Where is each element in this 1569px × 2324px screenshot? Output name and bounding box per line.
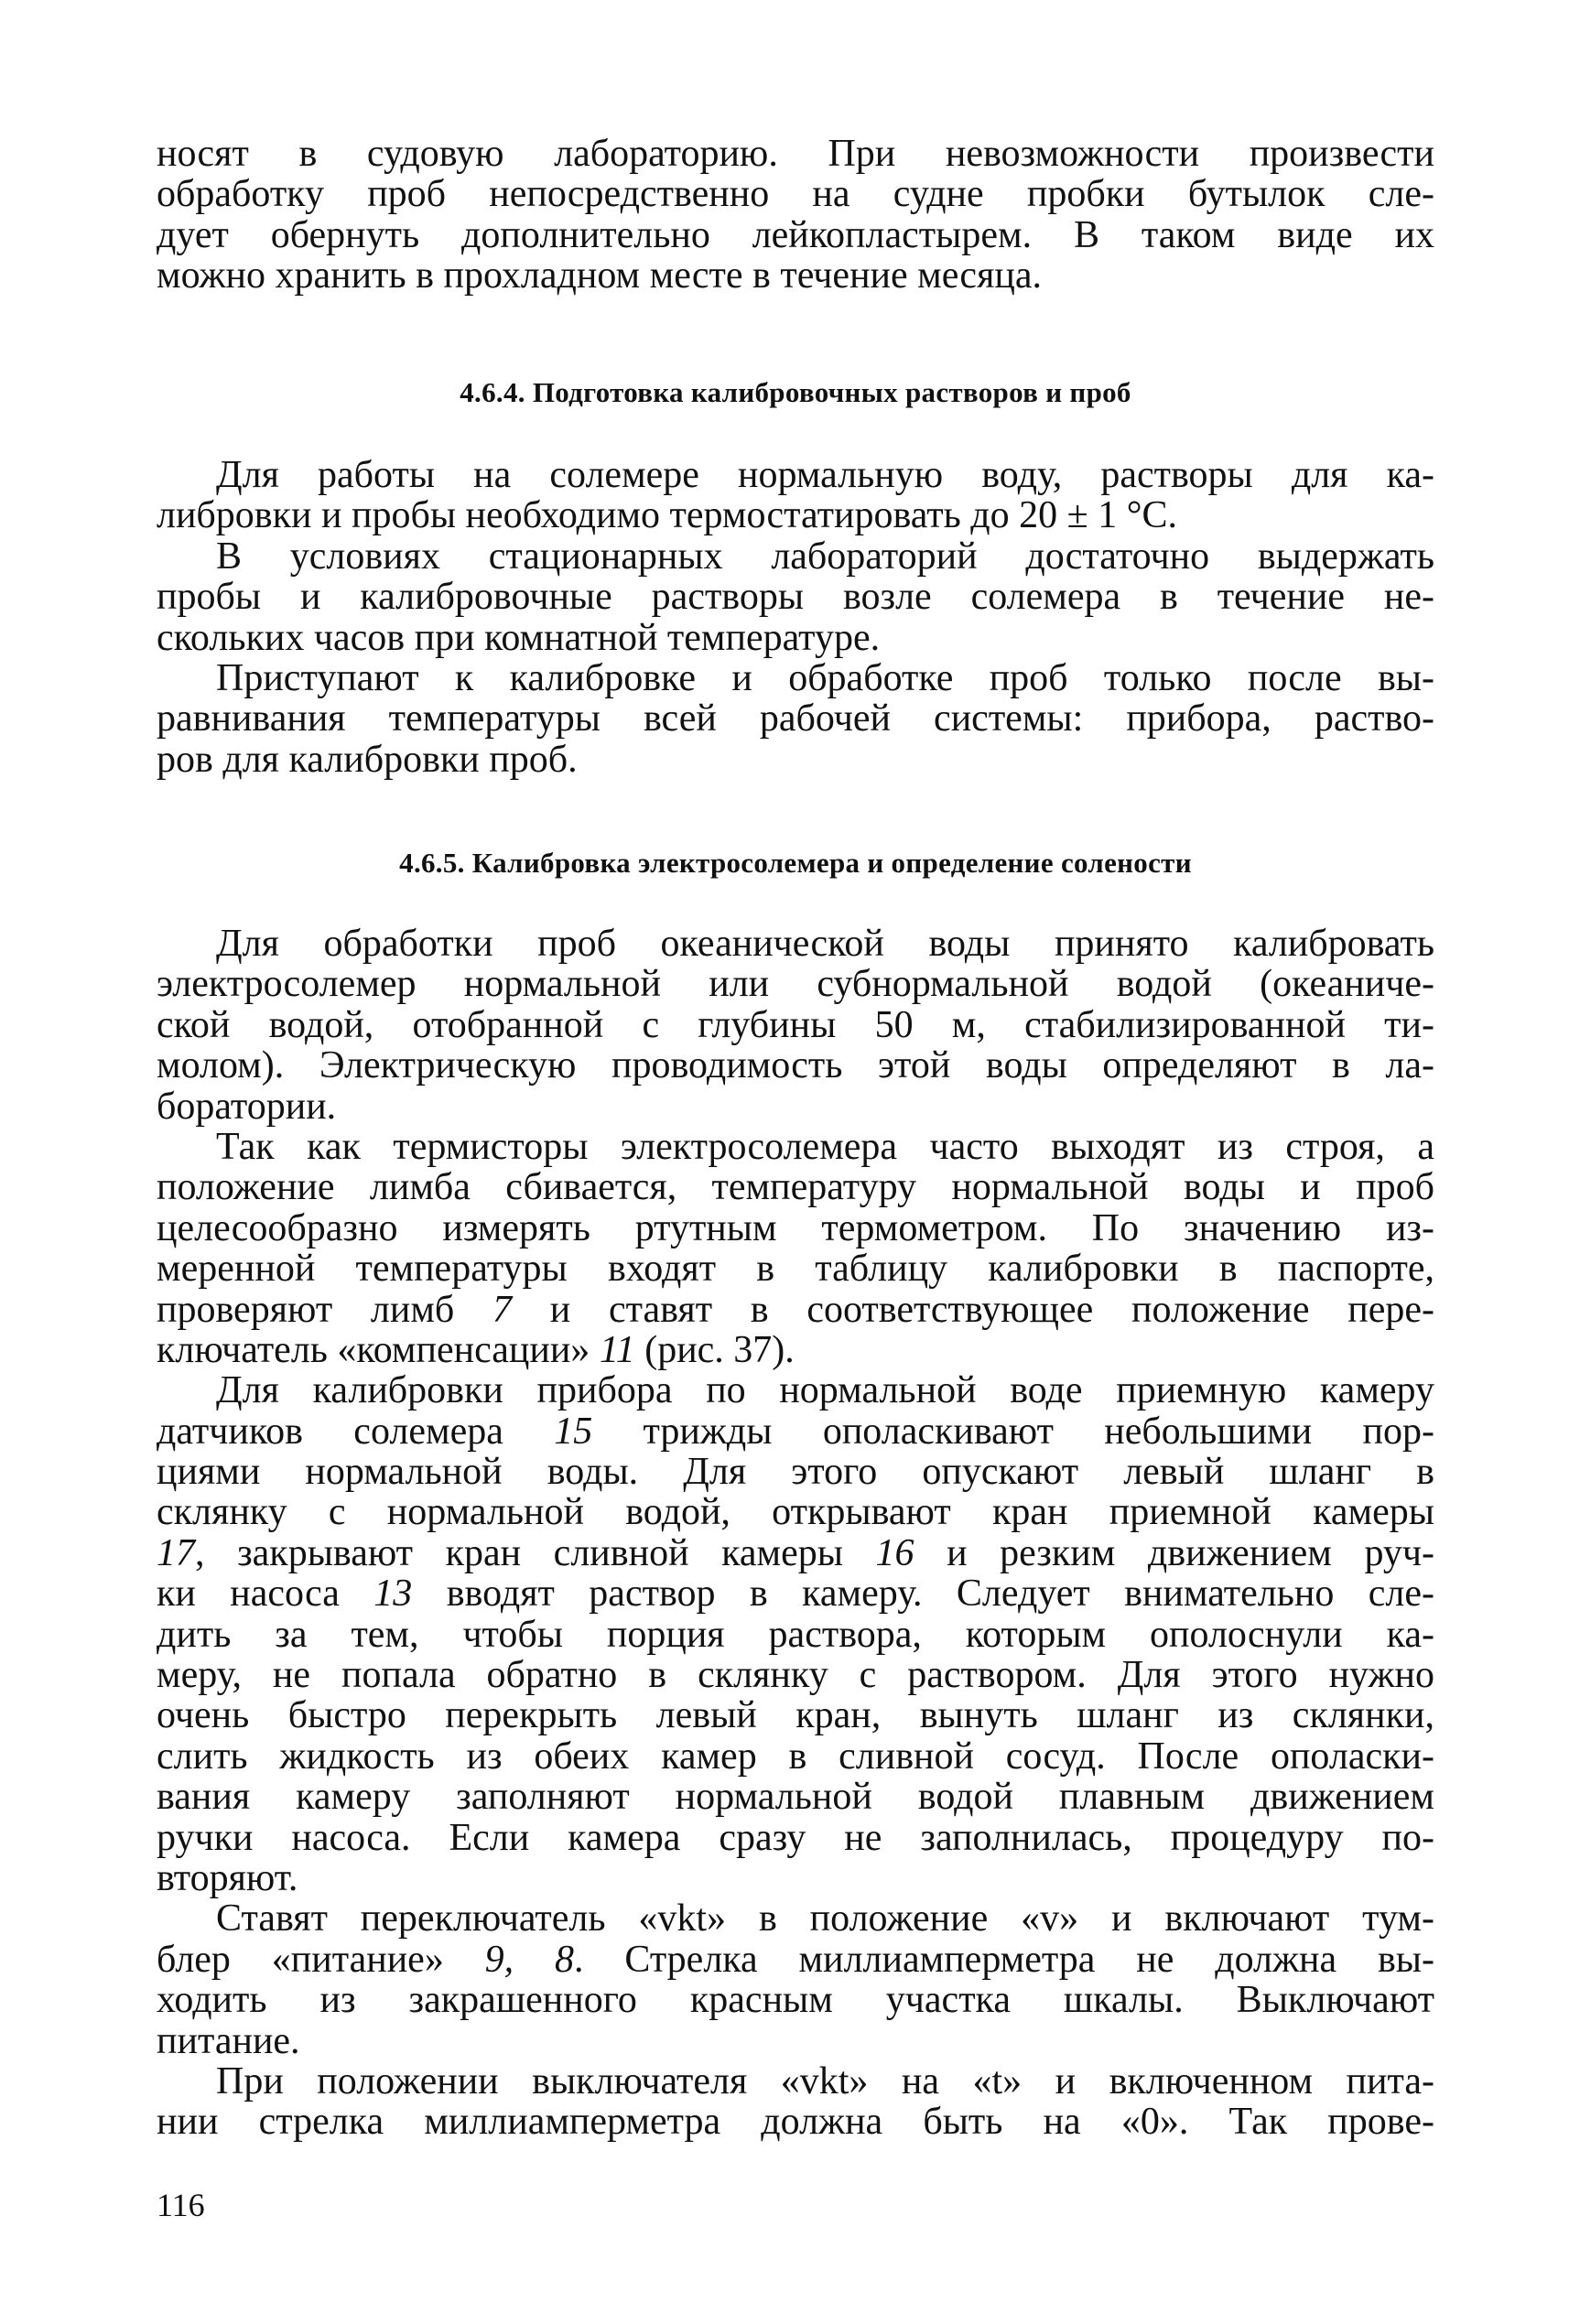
text-line [157, 698, 1434, 739]
text-line [157, 255, 1434, 296]
text-block-4-6-4 [157, 455, 1434, 780]
text-segment: вводят раствор в камеру. Следует внимательно сле- [412, 1573, 1435, 1616]
paragraph [157, 455, 1434, 536]
text-segment: ров для калибровки проб. [157, 738, 578, 781]
paragraph [157, 1898, 1434, 2061]
text-segment: склянку с нормальной водой, открывают кран приемной камеры [157, 1491, 1434, 1534]
text-segment: трижды ополаскивают небольшими пор- [592, 1410, 1435, 1453]
text-segment: датчиков солемера [157, 1410, 555, 1453]
paragraph [157, 2061, 1434, 2143]
text-segment: ключатель «компенсации» [157, 1328, 600, 1371]
text-line [157, 740, 1434, 780]
text-segment: меренной температуры входят в таблицу калибровки в паспорте, [157, 1248, 1434, 1291]
text-segment: дует обернуть дополнительно лейкопластырем. В таком виде их [157, 213, 1434, 256]
text-segment: очень быстро перекрыть левый кран, вынуть шланг из склянки, [157, 1694, 1434, 1737]
text-segment: В условиях стационарных лабораторий достаточно выдержать [216, 535, 1434, 578]
text-segment: . Стрелка миллиамперметра не должна вы- [574, 1938, 1434, 1981]
text-line [157, 1492, 1434, 1532]
text-segment: целесообразно измерять ртутным термометром. По значению из- [157, 1206, 1434, 1249]
figure-reference: 16 [875, 1531, 914, 1574]
text-line [157, 1940, 1434, 1980]
text-segment: боратории. [157, 1085, 337, 1128]
text-line [157, 1370, 1434, 1411]
text-segment: молом). Электрическую проводимость этой воды определяют в ла- [157, 1044, 1434, 1087]
text-line [157, 964, 1434, 1004]
text-line [157, 174, 1434, 214]
text-line [157, 1980, 1434, 2020]
text-segment: Так как термисторы электросолемера часто выходят из строя, а [216, 1125, 1434, 1168]
section-heading-4-6-5: 4.6.5. Калибровка электросолемера и определение солености [399, 847, 1192, 879]
text-line [157, 1005, 1434, 1045]
text-line [157, 1533, 1434, 1573]
text-segment: слить жидкость из обеих камер в сливной сосуд. После ополаски- [157, 1735, 1434, 1778]
figure-reference: 15 [554, 1410, 593, 1453]
text-line [157, 215, 1434, 255]
text-line [157, 1655, 1434, 1695]
text-segment: и резким движением руч- [914, 1531, 1434, 1574]
text-line [157, 1695, 1434, 1735]
text-block-intro [157, 134, 1434, 297]
figure-reference: 9, 8 [484, 1938, 575, 1981]
text-line [157, 1777, 1434, 1817]
section-heading-4-6-4: 4.6.4. Подготовка калибровочных растворов и проб [460, 376, 1131, 408]
text-segment: можно хранить в прохладном месте в течение месяца. [157, 254, 1043, 297]
text-line [157, 1452, 1434, 1492]
text-line [157, 536, 1434, 577]
text-segment: , закрывают кран сливной камеры [195, 1531, 876, 1574]
text-line [157, 1086, 1434, 1127]
text-segment: носят в судовую лабораторию. При невозможности произвести [157, 133, 1434, 175]
text-segment: блер «питание» [157, 1938, 485, 1981]
text-line [157, 577, 1434, 617]
text-segment: Ставят переключатель «vkt» в положение «v» и включают тум- [216, 1897, 1434, 1940]
text-line [157, 1248, 1434, 1289]
text-segment: ручки насоса. Если камера сразу не заполнилась, процедуру по- [157, 1816, 1434, 1859]
text-segment: и ставят в соответствующее положение пере- [512, 1288, 1434, 1331]
text-segment: равнивания температуры всей рабочей системы: прибора, раство- [157, 697, 1434, 740]
text-block-4-6-5 [157, 924, 1434, 2143]
figure-reference: 17 [157, 1531, 195, 1574]
text-line [157, 134, 1434, 174]
text-segment: проверяют лимб [157, 1288, 493, 1331]
figure-reference: 11 [599, 1328, 635, 1371]
text-line [157, 1208, 1434, 1248]
text-segment: При положении выключателя «vkt» на «t» и включенном пита- [216, 2059, 1434, 2102]
text-line [157, 495, 1434, 535]
text-line [157, 924, 1434, 964]
paragraph [157, 658, 1434, 780]
paragraph [157, 1127, 1434, 1370]
text-segment: ки насоса [157, 1573, 374, 1616]
text-line [157, 1127, 1434, 1167]
text-segment: меру, не попала обратно в склянку с раствором. Для этого нужно [157, 1654, 1434, 1697]
text-line [157, 2061, 1434, 2102]
text-line [157, 1898, 1434, 1939]
paragraph [157, 1370, 1434, 1898]
text-line [157, 1411, 1434, 1452]
figure-reference: 7 [492, 1288, 513, 1331]
text-segment: вторяют. [157, 1856, 298, 1899]
text-segment: Для обработки проб океанической воды принято калибровать [216, 923, 1434, 965]
text-line [157, 1615, 1434, 1655]
text-line [157, 1573, 1434, 1614]
paragraph [157, 924, 1434, 1127]
text-segment: Для калибровки прибора по нормальной воде приемную камеру [216, 1369, 1434, 1412]
text-segment: ходить из закрашенного красным участка шкалы. Выключают [157, 1979, 1434, 2022]
text-line [157, 618, 1434, 658]
text-line [157, 1818, 1434, 1858]
page-number: 116 [157, 2187, 205, 2223]
text-line [157, 2102, 1434, 2142]
text-line [157, 658, 1434, 698]
text-segment: пробы и калибровочные растворы возле солемера в течение не- [157, 576, 1434, 619]
text-segment: вания камеру заполняют нормальной водой плавным движением [157, 1776, 1434, 1819]
text-line [157, 1330, 1434, 1370]
text-line [157, 1736, 1434, 1777]
text-segment: (рис. 37). [634, 1328, 795, 1371]
text-line [157, 455, 1434, 495]
paragraph [157, 536, 1434, 658]
text-segment: ской водой, отобранной с глубины 50 м, стабилизированной ти- [157, 1003, 1434, 1046]
figure-reference: 13 [373, 1573, 413, 1616]
text-segment: либровки и пробы необходимо термостатировать до 20 ± 1 °С. [157, 494, 1178, 537]
paragraph [157, 134, 1434, 297]
text-line [157, 1167, 1434, 1207]
text-segment: дить за тем, чтобы порция раствора, которым ополоснули ка- [157, 1613, 1434, 1656]
text-segment: Для работы на солемере нормальную воду, растворы для ка- [216, 454, 1434, 496]
text-segment: положение лимба сбивается, температуру нормальной воды и проб [157, 1166, 1434, 1209]
text-segment: Приступают к калибровке и обработке проб только после вы- [216, 656, 1434, 699]
text-line [157, 1858, 1434, 1898]
text-segment: нии стрелка миллиамперметра должна быть на «0». Так прове- [157, 2101, 1434, 2144]
text-segment: питание. [157, 2019, 300, 2062]
text-line [157, 1045, 1434, 1086]
text-segment: электросолемер нормальной или субнормальной водой (океаниче- [157, 963, 1434, 1006]
text-segment: циями нормальной воды. Для этого опускают левый шланг в [157, 1451, 1434, 1494]
text-segment: скольких часов при комнатной температуре. [157, 616, 881, 659]
text-line [157, 2021, 1434, 2061]
text-segment: обработку проб непосредственно на судне пробки бутылок сле- [157, 173, 1434, 216]
text-line [157, 1290, 1434, 1330]
